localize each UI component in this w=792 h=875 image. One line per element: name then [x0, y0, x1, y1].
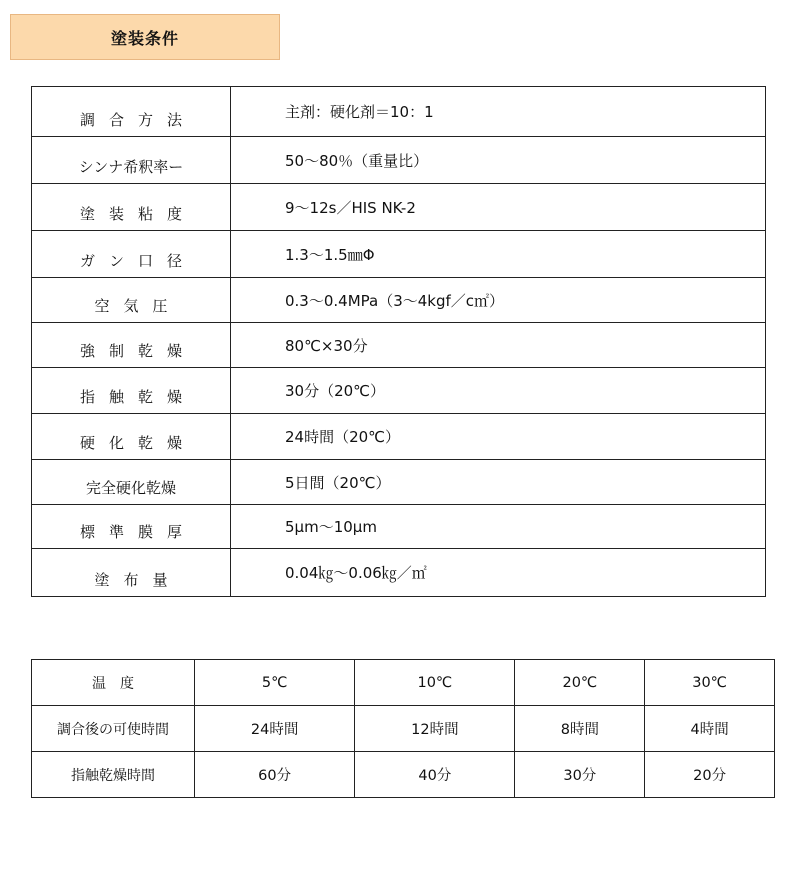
table-cell: 20分	[645, 752, 775, 798]
row-value: 9～12s／HIS NK-2	[231, 184, 766, 231]
row-value: 30分（20℃）	[231, 368, 766, 414]
table-row	[32, 87, 766, 137]
temperature-table	[31, 659, 775, 798]
row-label: 強制乾燥	[79, 342, 196, 360]
row-label: 調合方法	[79, 111, 196, 129]
table-row	[32, 752, 775, 798]
row-label: 塗布量	[94, 571, 182, 589]
row-value: 5日間（20℃）	[231, 460, 766, 505]
row-label: 調合後の可使時間	[32, 706, 195, 752]
row-label: 指触乾燥時間	[32, 752, 195, 798]
coating-conditions-table	[31, 86, 766, 597]
row-value: 80℃×30分	[231, 323, 766, 368]
table-cell: 30分	[515, 752, 645, 798]
table-row	[32, 460, 766, 505]
temp-cell: 30℃	[645, 660, 775, 706]
table-cell: 4時間	[645, 706, 775, 752]
temp-cell: 5℃	[195, 660, 355, 706]
row-value: 主剤：硬化剤＝10：1	[231, 87, 766, 137]
row-value: 1.3～1.5㎜Φ	[231, 231, 766, 278]
table-row	[32, 184, 766, 231]
row-label: 塗装粘度	[79, 205, 196, 223]
table-row	[32, 706, 775, 752]
table-row	[32, 231, 766, 278]
table-cell: 24時間	[195, 706, 355, 752]
row-label: 完全硬化乾燥	[85, 479, 176, 497]
table-row	[32, 137, 766, 184]
row-label: 空気圧	[94, 297, 182, 315]
row-label: 標準膜厚	[79, 523, 196, 541]
table-row	[32, 414, 766, 460]
table-header-row	[32, 660, 775, 706]
temperature-header: 温 度	[32, 660, 195, 706]
table-cell: 40分	[355, 752, 515, 798]
temp-cell: 10℃	[355, 660, 515, 706]
row-label: 硬化乾燥	[79, 434, 196, 452]
table-row	[32, 323, 766, 368]
section-title: 塗装条件	[10, 14, 280, 60]
row-label: ガン口径	[79, 252, 196, 270]
row-label: シンナ希釈率ー	[78, 158, 184, 176]
table-cell: 12時間	[355, 706, 515, 752]
table-cell: 60分	[195, 752, 355, 798]
table-cell: 8時間	[515, 706, 645, 752]
row-value: 24時間（20℃）	[231, 414, 766, 460]
row-value: 5μm～10μm	[231, 505, 766, 549]
row-value: 50～80％（重量比）	[231, 137, 766, 184]
table-row	[32, 549, 766, 597]
row-label: 指触乾燥	[79, 388, 196, 406]
table-row	[32, 505, 766, 549]
table-row	[32, 368, 766, 414]
temp-cell: 20℃	[515, 660, 645, 706]
table-row	[32, 278, 766, 323]
row-value: 0.04㎏～0.06㎏／㎡	[231, 549, 766, 597]
row-value: 0.3～0.4MPa（3～4kgf／c㎡）	[231, 278, 766, 323]
